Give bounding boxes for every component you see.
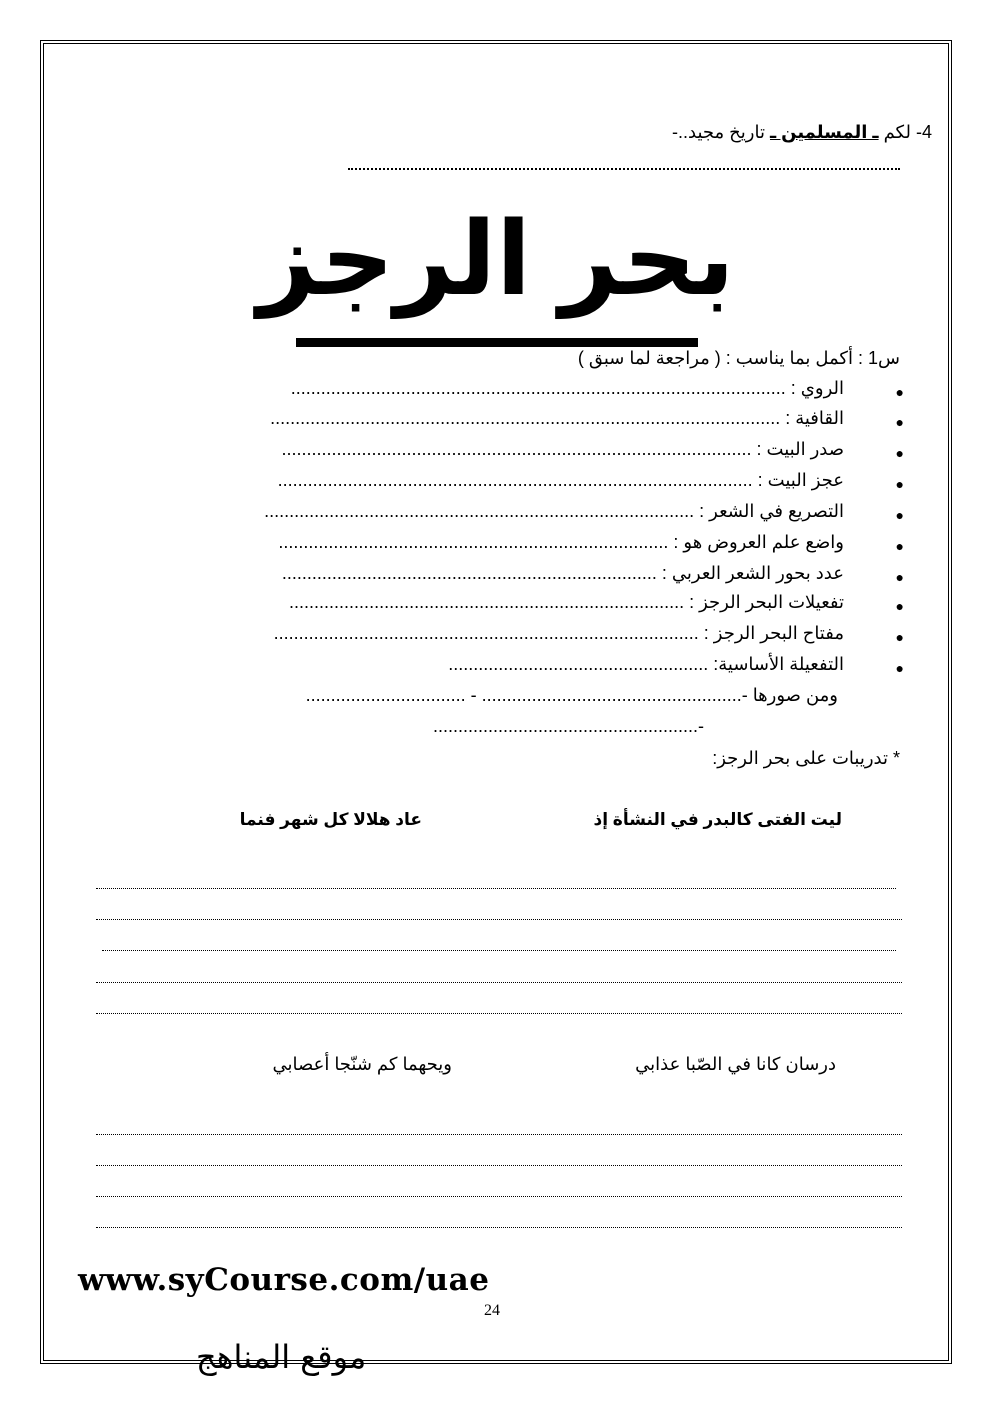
q4-prefix: 4- لكم (878, 122, 932, 142)
question-4 (672, 122, 932, 143)
verse-2-first-hemistich: درسان كانا في الصّبا عذابي (635, 1054, 836, 1074)
bullet: ● (895, 629, 904, 645)
bullet: ● (895, 569, 904, 585)
answer-line (96, 982, 902, 983)
list-item: واضع علم العروض هو : .............................................................................. (278, 532, 844, 552)
list-item: التصريع في الشعر : ...................................................................................... (264, 501, 844, 521)
bullet: ● (895, 445, 904, 461)
list-item: الروي : ................................................................................................... (290, 378, 844, 398)
bullet: ● (895, 598, 904, 614)
answer-line (96, 1134, 902, 1135)
page-number: 24 (484, 1302, 500, 1319)
bullet: ● (895, 507, 904, 523)
list-item: صدر البيت : .............................................................................................. (281, 439, 844, 459)
answer-line (96, 1227, 902, 1228)
bullet: ● (895, 660, 904, 676)
verse-1-first-hemistich: ليت الفتى كالبدر في النشأة إذ (593, 810, 842, 829)
bullet: ● (895, 384, 904, 400)
answer-line (96, 1196, 902, 1197)
bullet: ● (895, 414, 904, 430)
website-url: www.syCourse.com/uae (78, 1262, 490, 1298)
bullet: ● (895, 476, 904, 492)
answer-line (102, 950, 896, 951)
q4-suffix: تاريخ مجيد..- (672, 122, 770, 142)
answer-line (96, 919, 902, 920)
list-item: مفتاح البحر الرجز : ..................................................................................... (273, 623, 844, 643)
list-item: عجز البيت : ............................................................................................... (277, 470, 844, 490)
list-item: التفعيلة الأساسية: .................................................... (448, 654, 844, 674)
page-title: بحر الرجز (257, 202, 735, 316)
list-item: القافية : ...................................................................................................... (270, 408, 844, 428)
verse-1-second-hemistich: عاد هلالا كل شهر فنما (239, 810, 422, 829)
answer-line (96, 888, 896, 889)
list-item: تفعيلات البحر الرجز : ............................................................................... (289, 592, 844, 612)
question-1: س1 : أكمل بما يناسب : ( مراجعة لما سبق ) (577, 348, 900, 368)
forms-line: ومن صورها -.................................................... - ................................ (305, 685, 838, 705)
exercises-heading: * تدريبات على بحر الرجز: (712, 748, 900, 768)
q4-underlined-word: ـ المسلمين ـ (769, 122, 879, 142)
title-underline (296, 338, 698, 347)
site-name-watermark: موقع المناهج (196, 1338, 367, 1376)
forms-line-2: -..................................................... (432, 716, 704, 736)
bullet: ● (895, 538, 904, 554)
answer-line (96, 1013, 902, 1014)
list-item: عدد بحور الشعر العربي : ........................................................................... (281, 563, 844, 583)
verse-2-second-hemistich: ويحهما كم شنّجا أعصابي (272, 1054, 452, 1074)
answer-line (96, 1165, 902, 1166)
answer-line (348, 168, 900, 170)
